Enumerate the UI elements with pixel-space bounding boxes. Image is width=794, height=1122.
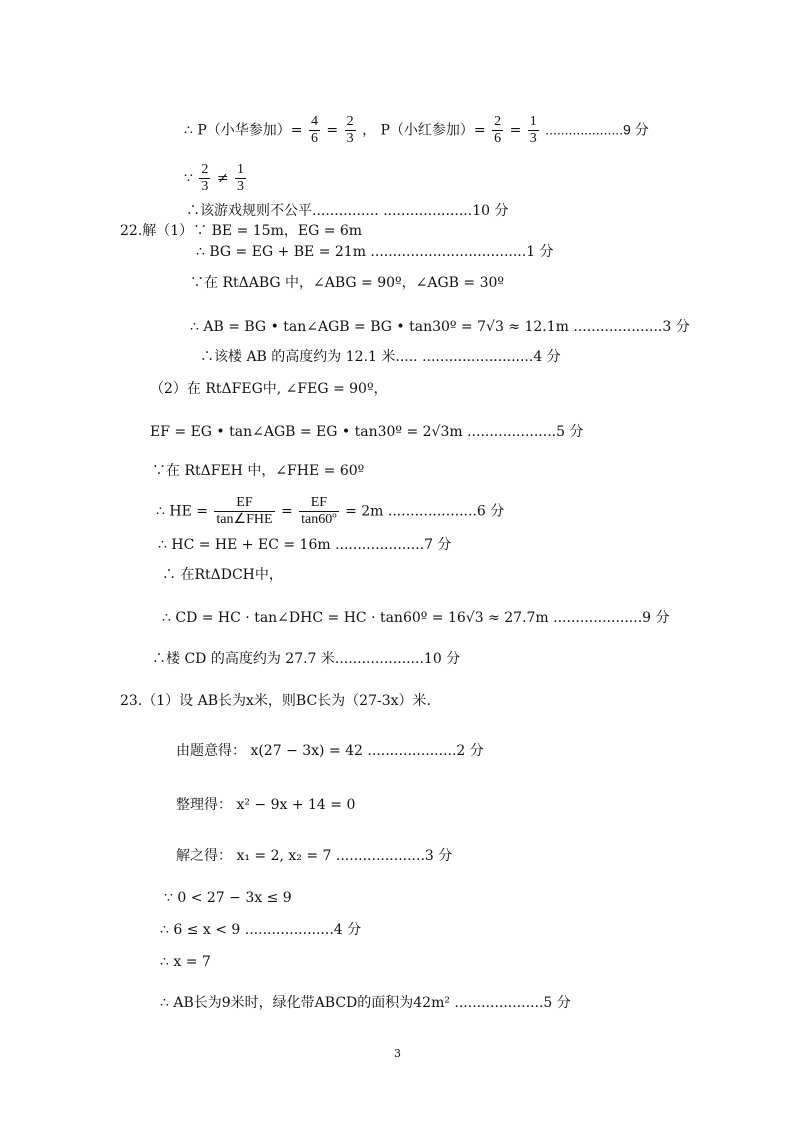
line-conclusion-unfair: ∴该游戏规则不公平............... ....................10 分: [186, 203, 509, 219]
line-q22-given: 22.解（1）∵ BE = 15m，EG = 6m: [120, 223, 363, 239]
he-label: ∴ HE =: [156, 503, 208, 520]
line-equation: 由题意得： x(27 − 3x) = 42 ....................2 分: [176, 743, 484, 759]
line-rt-abg: ∵在 RtΔABG 中，∠ABG = 90º，∠AGB = 30º: [190, 275, 504, 291]
line-bc-range: ∵ 0 < 27 − 3x ≤ 9: [164, 890, 292, 906]
because-symbol: ∵: [184, 170, 193, 187]
line-prob-fairness: [184, 114, 649, 147]
line-hc: ∴ HC = HE + EC = 16m ....................7 分: [158, 537, 452, 553]
fraction: $\frac{2}{3}$: [201, 162, 209, 194]
fraction: $\frac{2}{6}$: [494, 114, 502, 146]
line-bg: ∴ BG = EG + BE = 21m ...................................1 分: [196, 244, 554, 260]
he-result: = 2m ....................6 分: [345, 503, 505, 520]
score-marker: ....................9 分: [545, 121, 649, 138]
line-ab-height: ∴该楼 AB 的高度约为 12.1 米..... .........................4 分: [200, 349, 561, 365]
not-equal-sign: ≠: [216, 170, 229, 187]
line-cd: ∴ CD = HC · tan∠DHC = HC · tan60º = 16√3 ≈ 27.7m ....................9 分: [162, 610, 670, 626]
equals-sign: =: [509, 122, 522, 139]
fraction: $\frac{4}{6}$: [310, 114, 318, 146]
line-q23-setup: 23.（1）设 AB长为x米，则BC长为（27-3x）米．: [120, 693, 441, 709]
line-q22-part2: （2）在 RtΔFEG中, ∠FEG = 90º，: [150, 381, 388, 397]
line-simplified: 整理得： x² − 9x + 14 = 0: [176, 797, 356, 813]
equals-sign: =: [280, 503, 293, 520]
fraction: $\frac{1}{3}$: [237, 162, 245, 194]
prob-xiaohua-label: ∴ P（小华参加）=: [184, 122, 303, 139]
fraction: $\frac{EF}{\text{tan∠FHE}}$: [216, 495, 273, 527]
line-he: [156, 495, 504, 528]
line-x-range: ∴ 6 ≤ x < 9 ....................4 分: [160, 922, 362, 938]
fraction: $\frac{2}{3}$: [346, 114, 354, 146]
line-rt-dch: ∴ 在RtΔDCH中，: [162, 567, 283, 583]
line-ab: ∴ AB = BG • tan∠AGB = BG • tan30º = 7√3 ≈ 12.1m ....................3 分: [190, 319, 690, 335]
line-rt-feh: ∵在 RtΔFEH 中，∠FHE = 60º: [152, 463, 365, 479]
line-inequality: [184, 162, 248, 195]
line-area-conclusion: ∴ AB长为9米时，绿化带ABCD的面积为42m² ....................5 分: [160, 995, 571, 1011]
fraction: $\frac{1}{3}$: [529, 114, 537, 146]
prob-xiaohong-label: ， P（小红参加）=: [362, 122, 486, 139]
line-ef: EF = EG • tan∠AGB = EG • tan30º = 2√3m ....................5 分: [150, 424, 584, 440]
fraction: $\frac{EF}{\text{tan60º}}$: [301, 495, 337, 527]
line-cd-height: ∴楼 CD 的高度约为 27.7 米....................10 分: [152, 651, 461, 667]
page-number: 3: [394, 1047, 401, 1060]
line-x-value: ∴ x = 7: [160, 954, 211, 970]
equals-sign: =: [326, 122, 339, 139]
line-solutions: 解之得： x₁ = 2, x₂ = 7 ....................3 分: [176, 848, 453, 864]
